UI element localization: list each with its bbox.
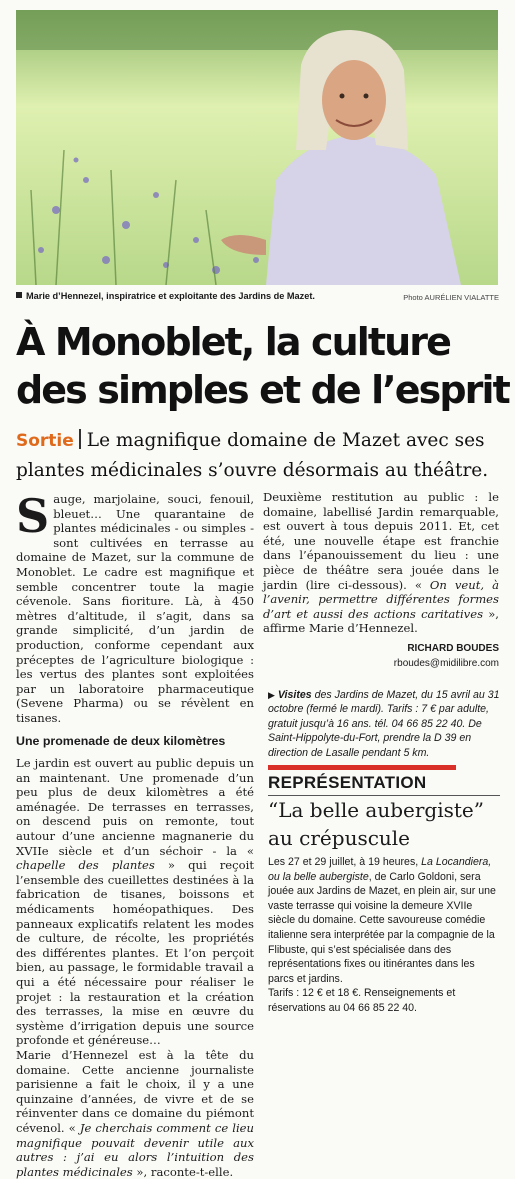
caption-text: Marie d’Hennezel, inspiratrice et exploitante des Jardins de Mazet. bbox=[26, 291, 315, 301]
article-column-2 bbox=[263, 490, 499, 671]
representation-title-1: “La belle aubergiste” bbox=[268, 798, 484, 822]
bullet-arrow-icon: ▶ bbox=[268, 690, 275, 700]
article-paragraph-4 bbox=[263, 490, 499, 636]
article-paragraph-2 bbox=[16, 756, 254, 1048]
representation-label: REPRÉSENTATION bbox=[268, 773, 427, 792]
rep-text-a: Les 27 et 29 juillet, à 19 heures, bbox=[268, 856, 422, 868]
representation-title-2: au crépuscule bbox=[268, 826, 411, 850]
caption-square-icon bbox=[16, 292, 22, 298]
p4-text: Deuxième restitution au public : le domaine, labellisé Jardin remarquable, est ouvert à tous depuis 2011. Et, cet été, une nouvelle étape est franchie dans l’épanouissement du lieu : une pièce de théâtre sera jouée dans le jardin (lire ci-dessous). « bbox=[263, 490, 499, 592]
representation-body bbox=[268, 855, 500, 1016]
visit-text: des Jardins de Mazet, du 15 avril au 31 octobre (fermé le mardi). Tarifs : 7 € par adulte, gratuit jusqu’à 16 ans. tél. 04 66 85 22 40. De Saint-Hippolyte-du-Fort, prendre la D 39 en direction de Lasalle pendant 5 km. bbox=[268, 689, 500, 759]
representation-bar bbox=[268, 765, 456, 770]
rep-italic: La Locandiera, ou la belle aubergiste bbox=[268, 856, 492, 883]
p2-text-b: » qui reçoit l’ensemble des cueillettes destinées à la fabrication de tisanes, boissons et médicaments homéopathiques. Des panneaux explicatifs relatent les modes de culture, de récolte, les propriétés des différentes plantes. Et l’on perçoit bien, au passage, le formidable travail a qui a été nécessaire pour réaliser le projet : la restauration et la création des terrasses, la mise en œuvre du système d’irrigation depuis une source profonde et généreuse… bbox=[16, 858, 254, 1048]
article-paragraph-3 bbox=[16, 1048, 254, 1179]
article-paragraph-1 bbox=[16, 489, 254, 726]
headline bbox=[16, 318, 509, 414]
p2-text-a: Le jardin est ouvert au public depuis un an maintenant. Une promenade d’un peu plus de deux kilomètres a été aménagée. De terrasses en terrasses, on descend puis on remonte, tout autour d’une ancienne magnanerie du XVIIe siècle et d’un séchoir - la « bbox=[16, 756, 254, 858]
p4-text-b: », affirme Marie d’Hennezel. bbox=[263, 606, 499, 636]
p3-text-b: », raconte-t-elle. bbox=[132, 1164, 234, 1179]
rep-text-b: , de Carlo Goldoni, sera jouée aux Jardins de Mazet, en plein air, sur une vaste terrasse qui voisine la demeure XVIIe siècle du domaine. Cette savoureuse comédie italienne sera interprétée par la compagnie de la Flibuste, qui s’est spécialisée dans des représentations fixes ou itinérantes dans les parcs et jardins. bbox=[268, 870, 496, 985]
representation-paragraph bbox=[268, 855, 500, 986]
photo-credit: Photo AURÉLIEN VIALATTE bbox=[403, 293, 499, 302]
author-email: rboudes@midilibre.com bbox=[393, 657, 499, 669]
p3-italic: Je cherchais comment ce lieu magnifique pouvait devenir utile aux autres : j’ai eu alors l’intuition des plantes médicinales bbox=[16, 1120, 254, 1179]
deck-text: Le magnifique domaine de Mazet avec ses plantes médicinales s’ouvre désormais au théâtre. bbox=[16, 430, 489, 481]
author-name: RICHARD BOUDES bbox=[407, 642, 499, 654]
visit-label: Visites bbox=[277, 689, 312, 701]
p4-italic: On veut, à l’avenir, permettre différentes formes d’art et aussi des actions caritatives bbox=[263, 577, 499, 621]
headline-line-1: À Monoblet, la culture bbox=[16, 320, 450, 364]
article-subhead: Une promenade de deux kilomètres bbox=[16, 733, 226, 748]
dropcap: S bbox=[16, 489, 50, 543]
deck bbox=[16, 426, 506, 485]
headline-line-2: des simples et de l’esprit bbox=[16, 368, 509, 412]
article-column-1 bbox=[16, 489, 254, 1179]
p3-text-a: Marie d’Hennezel est à la tête du domaine. Cette ancienne journaliste parisienne a fait le choix, il y a une quinzaine d’années, de vivre et de se réinventer dans ce domaine du piémont cévenol. « bbox=[16, 1047, 254, 1135]
paragraph-1-text: auge, marjolaine, souci, fenouil, bleuet… Une quarantaine de plantes médicinales - ou simples - sont cultivées en terrasse au domaine de Mazet, sur la commune de Monoblet. Le cadre est magnifique et semble concentrer toute la magie cévenole. Sans fioriture. Là, à 450 mètres d’altitude, il s’agit, dans sa grande simplicité, d’un jardin de production, conforme cependant aux préceptes de l’agriculture biologique : les vertus des plantes sont exploitées par un laboratoire pharmaceutique (Sevene Pharma) ou se révèlent en tisanes. bbox=[16, 492, 254, 725]
kicker-separator bbox=[79, 429, 81, 449]
visit-info bbox=[268, 688, 500, 760]
photo-marie-hennezel bbox=[16, 10, 498, 285]
representation-tarifs: Tarifs : 12 € et 18 €. Renseignements et réservations au 04 66 85 22 40. bbox=[268, 987, 456, 1014]
representation-headline bbox=[268, 796, 500, 852]
p2-italic: chapelle des plantes bbox=[16, 858, 155, 873]
kicker-sortie: Sortie bbox=[16, 431, 74, 451]
